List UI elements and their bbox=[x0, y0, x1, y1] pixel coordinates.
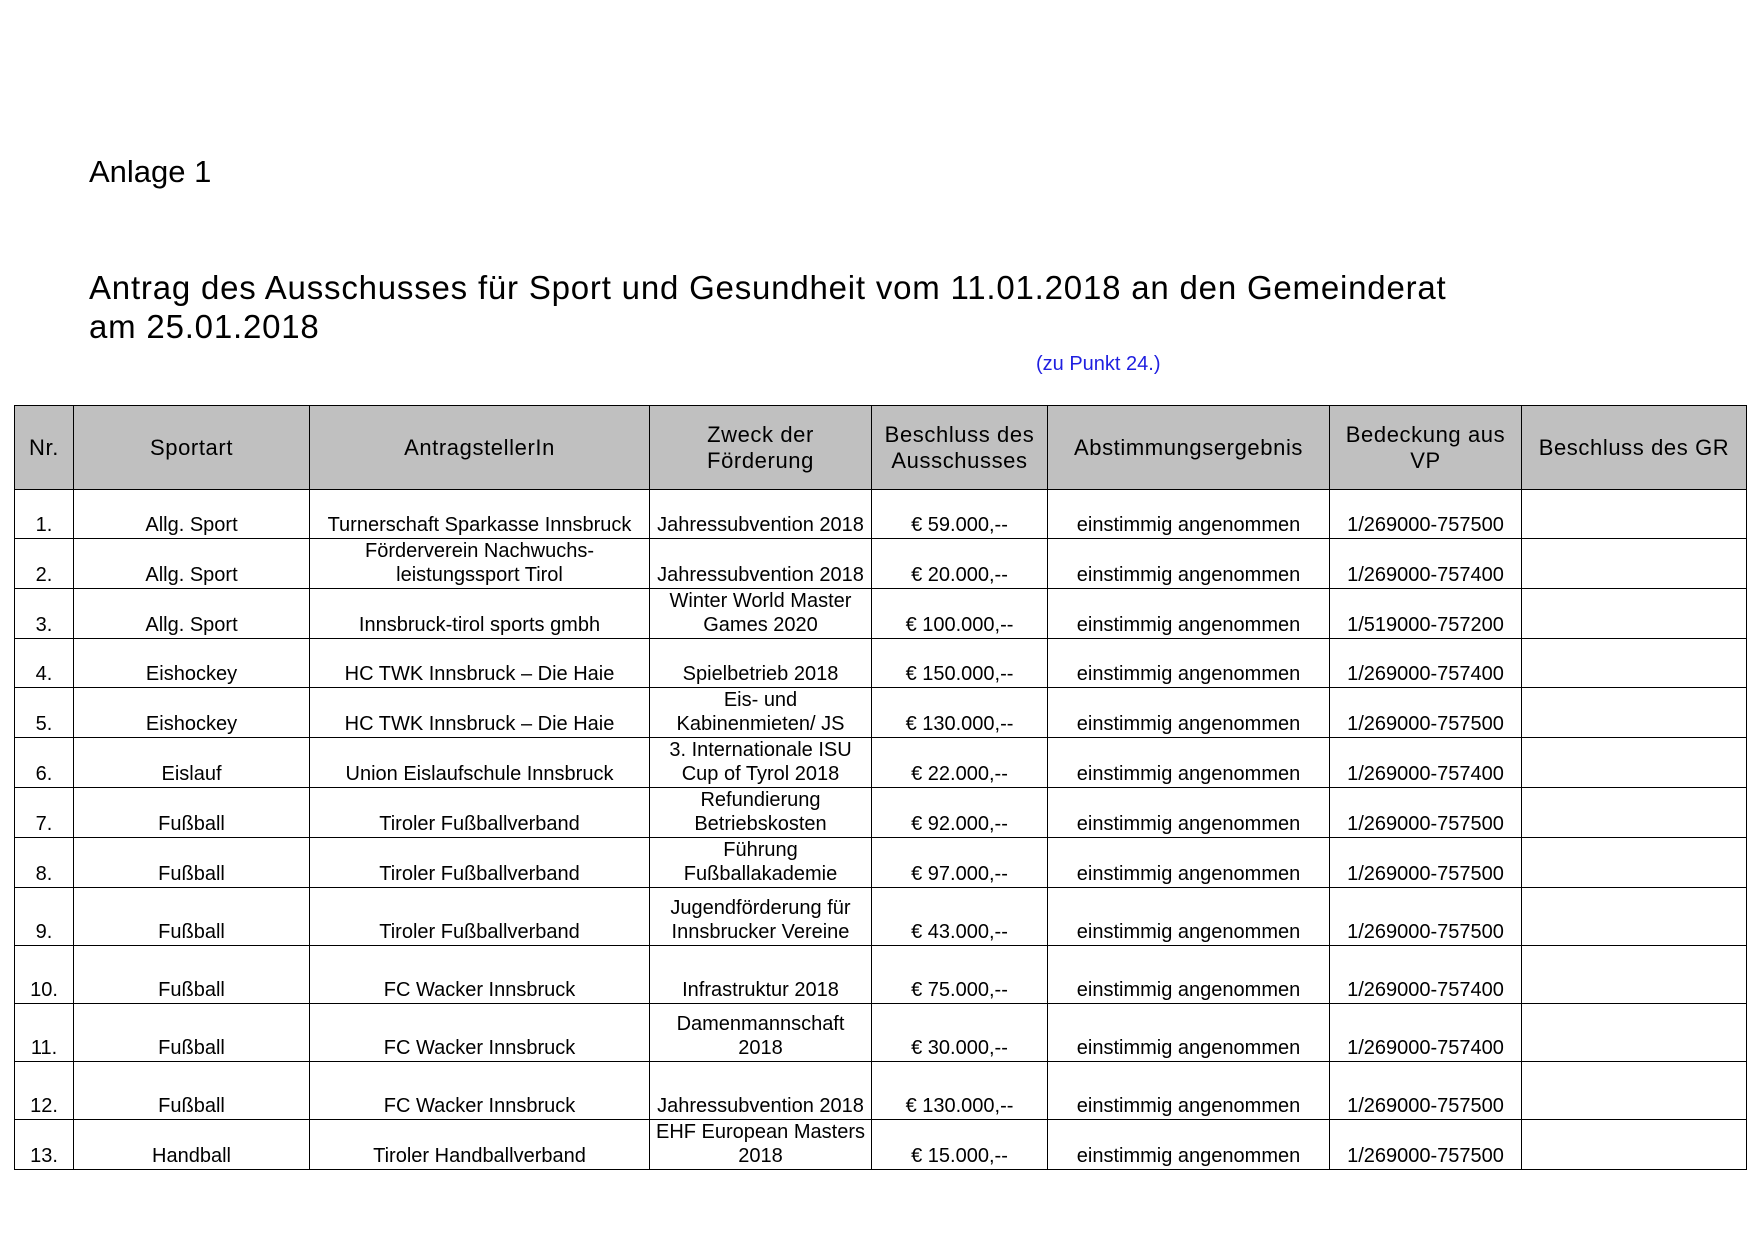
cell-nr: 2. bbox=[15, 539, 74, 589]
cell-antragsteller: HC TWK Innsbruck – Die Haie bbox=[310, 688, 650, 738]
table-row bbox=[15, 1004, 1747, 1062]
cell-nr: 1. bbox=[15, 490, 74, 539]
cell-zweck: EHF European Masters 2018 bbox=[650, 1120, 872, 1170]
table-row bbox=[15, 490, 1747, 539]
header-zweck: Zweck der Förderung bbox=[650, 406, 872, 490]
cell-beschluss-gr bbox=[1522, 539, 1747, 589]
cell-bedeckung: 1/269000-757500 bbox=[1330, 888, 1522, 946]
cell-abstimmung: einstimmig angenommen bbox=[1048, 490, 1330, 539]
cell-betrag: € 130.000,-- bbox=[872, 1062, 1048, 1120]
cell-betrag: € 22.000,-- bbox=[872, 738, 1048, 788]
cell-beschluss-gr bbox=[1522, 738, 1747, 788]
cell-beschluss-gr bbox=[1522, 1004, 1747, 1062]
cell-sportart: Fußball bbox=[74, 888, 310, 946]
cell-bedeckung: 1/269000-757400 bbox=[1330, 738, 1522, 788]
cell-antragsteller: FC Wacker Innsbruck bbox=[310, 1004, 650, 1062]
cell-bedeckung: 1/269000-757500 bbox=[1330, 688, 1522, 738]
funding-table bbox=[14, 405, 1747, 1170]
cell-abstimmung: einstimmig angenommen bbox=[1048, 639, 1330, 688]
table-row bbox=[15, 838, 1747, 888]
cell-bedeckung: 1/269000-757400 bbox=[1330, 639, 1522, 688]
cell-abstimmung: einstimmig angenommen bbox=[1048, 788, 1330, 838]
cell-betrag: € 15.000,-- bbox=[872, 1120, 1048, 1170]
cell-zweck: Eis- und Kabinenmieten/ JS bbox=[650, 688, 872, 738]
cell-beschluss-gr bbox=[1522, 490, 1747, 539]
cell-antragsteller: FC Wacker Innsbruck bbox=[310, 1062, 650, 1120]
cell-zweck: Refundierung Betriebskosten bbox=[650, 788, 872, 838]
table-row bbox=[15, 589, 1747, 639]
table-row bbox=[15, 946, 1747, 1004]
table-row bbox=[15, 788, 1747, 838]
cell-antragsteller: Förderverein Nachwuchs-leistungssport Tirol bbox=[310, 539, 650, 589]
cell-zweck: Damenmannschaft 2018 bbox=[650, 1004, 872, 1062]
cell-zweck: Jahressubvention 2018 bbox=[650, 539, 872, 589]
cell-betrag: € 43.000,-- bbox=[872, 888, 1048, 946]
cell-zweck: Jahressubvention 2018 bbox=[650, 1062, 872, 1120]
cell-sportart: Eishockey bbox=[74, 639, 310, 688]
table-row bbox=[15, 1120, 1747, 1170]
cell-sportart: Fußball bbox=[74, 946, 310, 1004]
attachment-label: Anlage 1 bbox=[89, 154, 212, 189]
cell-nr: 13. bbox=[15, 1120, 74, 1170]
cell-zweck: Winter World Master Games 2020 bbox=[650, 589, 872, 639]
cell-betrag: € 30.000,-- bbox=[872, 1004, 1048, 1062]
cell-nr: 12. bbox=[15, 1062, 74, 1120]
cell-antragsteller: Union Eislaufschule Innsbruck bbox=[310, 738, 650, 788]
cell-sportart: Fußball bbox=[74, 788, 310, 838]
cell-bedeckung: 1/269000-757500 bbox=[1330, 1120, 1522, 1170]
cell-bedeckung: 1/269000-757500 bbox=[1330, 838, 1522, 888]
cell-abstimmung: einstimmig angenommen bbox=[1048, 539, 1330, 589]
table-row bbox=[15, 539, 1747, 589]
table-row bbox=[15, 738, 1747, 788]
cell-sportart: Fußball bbox=[74, 1004, 310, 1062]
header-abstimmung: Abstimmungsergebnis bbox=[1048, 406, 1330, 490]
header-beschluss-ausschuss: Beschluss des Ausschusses bbox=[872, 406, 1048, 490]
cell-abstimmung: einstimmig angenommen bbox=[1048, 1004, 1330, 1062]
header-antragsteller: AntragstellerIn bbox=[310, 406, 650, 490]
cell-betrag: € 130.000,-- bbox=[872, 688, 1048, 738]
cell-antragsteller: Innsbruck-tirol sports gmbh bbox=[310, 589, 650, 639]
cell-sportart: Eishockey bbox=[74, 688, 310, 738]
cell-nr: 7. bbox=[15, 788, 74, 838]
cell-antragsteller: Tiroler Fußballverband bbox=[310, 788, 650, 838]
cell-bedeckung: 1/519000-757200 bbox=[1330, 589, 1522, 639]
table-row bbox=[15, 1062, 1747, 1120]
cell-nr: 11. bbox=[15, 1004, 74, 1062]
table-body bbox=[15, 490, 1747, 1170]
cell-zweck: Führung Fußballakademie bbox=[650, 838, 872, 888]
cell-beschluss-gr bbox=[1522, 639, 1747, 688]
cell-nr: 6. bbox=[15, 738, 74, 788]
cell-sportart: Eislauf bbox=[74, 738, 310, 788]
cell-antragsteller: Tiroler Handballverband bbox=[310, 1120, 650, 1170]
cell-betrag: € 100.000,-- bbox=[872, 589, 1048, 639]
cell-antragsteller: Turnerschaft Sparkasse Innsbruck bbox=[310, 490, 650, 539]
cell-abstimmung: einstimmig angenommen bbox=[1048, 838, 1330, 888]
document-title: Antrag des Ausschusses für Sport und Gesundheit vom 11.01.2018 an den Gemeinderat am 25.01.2018 bbox=[89, 269, 1447, 345]
cell-betrag: € 92.000,-- bbox=[872, 788, 1048, 838]
table-row bbox=[15, 888, 1747, 946]
cell-abstimmung: einstimmig angenommen bbox=[1048, 738, 1330, 788]
cell-zweck: Jugendförderung für Innsbrucker Vereine bbox=[650, 888, 872, 946]
cell-beschluss-gr bbox=[1522, 888, 1747, 946]
cell-betrag: € 150.000,-- bbox=[872, 639, 1048, 688]
cell-zweck: Infrastruktur 2018 bbox=[650, 946, 872, 1004]
cell-bedeckung: 1/269000-757400 bbox=[1330, 946, 1522, 1004]
cell-bedeckung: 1/269000-757500 bbox=[1330, 490, 1522, 539]
cell-sportart: Handball bbox=[74, 1120, 310, 1170]
header-bedeckung: Bedeckung aus VP bbox=[1330, 406, 1522, 490]
cell-zweck: Spielbetrieb 2018 bbox=[650, 639, 872, 688]
cell-beschluss-gr bbox=[1522, 688, 1747, 738]
cell-beschluss-gr bbox=[1522, 589, 1747, 639]
cell-abstimmung: einstimmig angenommen bbox=[1048, 1062, 1330, 1120]
cell-abstimmung: einstimmig angenommen bbox=[1048, 589, 1330, 639]
cell-zweck: Jahressubvention 2018 bbox=[650, 490, 872, 539]
cell-nr: 9. bbox=[15, 888, 74, 946]
header-beschluss-gr: Beschluss des GR bbox=[1522, 406, 1747, 490]
cell-nr: 10. bbox=[15, 946, 74, 1004]
agenda-item-reference: (zu Punkt 24.) bbox=[1036, 353, 1161, 375]
table-header-row bbox=[15, 406, 1747, 490]
cell-antragsteller: Tiroler Fußballverband bbox=[310, 888, 650, 946]
cell-beschluss-gr bbox=[1522, 1120, 1747, 1170]
cell-betrag: € 75.000,-- bbox=[872, 946, 1048, 1004]
cell-sportart: Allg. Sport bbox=[74, 490, 310, 539]
cell-nr: 3. bbox=[15, 589, 74, 639]
cell-beschluss-gr bbox=[1522, 788, 1747, 838]
cell-bedeckung: 1/269000-757400 bbox=[1330, 539, 1522, 589]
cell-abstimmung: einstimmig angenommen bbox=[1048, 1120, 1330, 1170]
cell-betrag: € 20.000,-- bbox=[872, 539, 1048, 589]
cell-bedeckung: 1/269000-757500 bbox=[1330, 788, 1522, 838]
cell-beschluss-gr bbox=[1522, 1062, 1747, 1120]
cell-zweck: 3. Internationale ISU Cup of Tyrol 2018 bbox=[650, 738, 872, 788]
cell-sportart: Allg. Sport bbox=[74, 539, 310, 589]
table-row bbox=[15, 688, 1747, 738]
cell-beschluss-gr bbox=[1522, 946, 1747, 1004]
cell-abstimmung: einstimmig angenommen bbox=[1048, 946, 1330, 1004]
cell-antragsteller: Tiroler Fußballverband bbox=[310, 838, 650, 888]
cell-bedeckung: 1/269000-757500 bbox=[1330, 1062, 1522, 1120]
cell-abstimmung: einstimmig angenommen bbox=[1048, 888, 1330, 946]
cell-sportart: Fußball bbox=[74, 838, 310, 888]
cell-sportart: Allg. Sport bbox=[74, 589, 310, 639]
cell-abstimmung: einstimmig angenommen bbox=[1048, 688, 1330, 738]
cell-sportart: Fußball bbox=[74, 1062, 310, 1120]
cell-betrag: € 97.000,-- bbox=[872, 838, 1048, 888]
cell-antragsteller: FC Wacker Innsbruck bbox=[310, 946, 650, 1004]
header-nr: Nr. bbox=[15, 406, 74, 490]
cell-nr: 4. bbox=[15, 639, 74, 688]
table-row bbox=[15, 639, 1747, 688]
cell-nr: 8. bbox=[15, 838, 74, 888]
cell-betrag: € 59.000,-- bbox=[872, 490, 1048, 539]
cell-nr: 5. bbox=[15, 688, 74, 738]
cell-antragsteller: HC TWK Innsbruck – Die Haie bbox=[310, 639, 650, 688]
header-sportart: Sportart bbox=[74, 406, 310, 490]
cell-beschluss-gr bbox=[1522, 838, 1747, 888]
cell-bedeckung: 1/269000-757400 bbox=[1330, 1004, 1522, 1062]
